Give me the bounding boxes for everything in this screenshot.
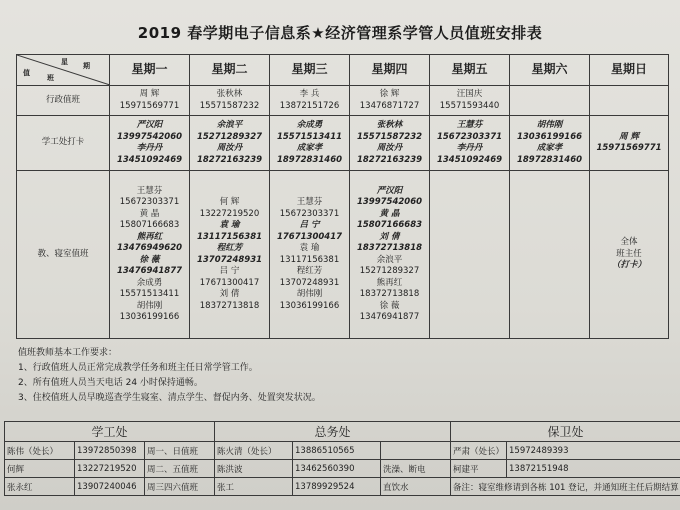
day-header-wed: 星期三 [270,55,350,86]
duty-line: 李 兵 [299,89,320,99]
duty-line: 18972831460 [276,154,343,165]
duty-line: 胡伟刚 [296,289,323,299]
duty-line: 15571587232 [356,131,423,142]
duty-line: 余浪平 [376,254,403,265]
duty-cell [510,86,590,116]
duty-line: 13476949620 [116,243,183,253]
duty-line: 周 辉 [139,89,160,99]
contact-cell: 陈洪波 [215,460,293,478]
duty-line: 李丹丹 [136,143,163,153]
duty-line: 17671300417 [276,231,343,242]
duty-line: 全体 [620,237,638,248]
duty-line: 17671300417 [199,277,260,288]
dept-header-xuegong: 学工处 [5,422,215,442]
duty-cell [430,116,510,171]
duty-line: 黄 晶 [139,208,160,219]
duty-line: 13707248931 [196,254,263,265]
day-header-tue: 星期二 [190,55,270,86]
duty-cell [350,86,430,116]
contact-cell: 周一、日值班 [145,442,215,460]
duty-line: 王慧芬 [296,197,323,207]
duty-line: 王慧芬 [136,185,163,196]
contact-cell: 直饮水 [381,478,451,496]
contact-cell: 13972850398 [75,442,145,460]
duty-line: 周汝丹 [216,143,243,153]
duty-line: 汪国庆 [456,89,483,99]
duty-line: 刘 倩 [219,289,240,299]
duty-line: 周 辉 [619,131,639,142]
duty-line: 袁 瑜 [299,243,320,253]
duty-line: 严汉阳 [136,120,163,130]
day-header-fri: 星期五 [430,55,510,86]
contact-cell: 柯建平 [451,460,507,478]
duty-line: 18272163239 [196,154,263,165]
duty-line: 徐 辉 [379,89,400,99]
contact-cell: 洗澡、断电 [381,460,451,478]
duty-line: 15672303371 [436,131,503,142]
day-header-thu: 星期四 [350,55,430,86]
contact-cell: 15972489393 [507,442,680,460]
duty-line: 15807166683 [356,220,423,230]
contact-cell: 13872151948 [507,460,680,478]
duty-line: 张秋林 [216,89,243,99]
duty-cell [510,116,590,171]
duty-line: 15571513411 [276,131,343,142]
duty-line: 吕 宁 [219,266,240,276]
duty-line: 严汉阳 [376,185,403,196]
row-admin-duty [17,86,669,116]
duty-line: 13117156381 [279,254,340,265]
duty-line: 13707248931 [279,277,340,288]
contact-cell: 张工 [215,478,293,496]
row-classroom-dorm-duty [17,171,669,339]
duty-line: 13997542060 [116,131,183,142]
note-item: 3、住校值班人员早晚巡查学生寝室、清点学生、督促内务、处置突发状况。 [18,393,321,403]
duty-cell [190,116,270,171]
contact-cell: 张永红 [5,478,75,496]
duty-line: 15971569771 [119,100,180,111]
contact-cell: 何辉 [5,460,75,478]
duty-cell [110,171,190,339]
contact-row [5,460,680,478]
duty-line: 成家孝 [296,143,323,153]
duty-line: 13227219520 [199,208,260,219]
duty-line: 15271289327 [359,266,420,276]
contact-cell-note: 备注：寝室维修请到各栋 101 登记，并通知班主任后期结算 [451,478,680,496]
contact-row [5,442,680,460]
day-header-sun: 星期日 [590,55,669,86]
contact-cell: 严肃（处长） [451,442,507,460]
duty-line: 15971569771 [596,143,662,153]
duty-line: 黄 晶 [379,208,400,219]
duty-line: 15672303371 [119,197,180,207]
work-requirements [18,346,321,406]
contact-cell: 周二、五值班 [145,460,215,478]
duty-cell [190,171,270,339]
duty-cell [430,171,510,339]
duty-cell [110,86,190,116]
duty-line: 王慧芬 [456,120,483,130]
duty-line: 13117156381 [196,231,263,242]
note-item: 2、所有值班人员当天电话 24 小时保持通畅。 [18,378,203,388]
duty-line: 18372713818 [199,300,260,311]
contact-cell: 13789929524 [293,478,381,496]
duty-line: 李丹丹 [456,143,483,153]
duty-line: 18372713818 [356,243,423,253]
department-contacts-table [4,421,680,496]
duty-line: 13997542060 [356,197,423,207]
duty-line: （打卡） [611,260,646,271]
duty-line: 13451092469 [436,154,503,165]
row-punch-duty [17,116,669,171]
day-header-sat: 星期六 [510,55,590,86]
duty-cell [110,116,190,171]
duty-line: 13451092469 [116,154,183,165]
duty-line: 周汝丹 [376,143,403,153]
contact-cell: 周三四六值班 [145,478,215,496]
duty-line: 18272163239 [356,154,423,165]
corner-cell [17,55,110,86]
duty-line: 13036199166 [279,300,340,311]
duty-line: 15571593440 [439,100,500,111]
duty-cell [350,171,430,339]
duty-line: 13476941877 [116,266,183,276]
duty-line: 熊再红 [136,231,163,242]
duty-schedule-table [16,54,669,339]
duty-line: 程红芳 [296,266,323,276]
contact-cell: 13227219520 [75,460,145,478]
duty-cell [590,116,669,171]
duty-line: 余浪平 [216,120,243,130]
duty-line: 余成勇 [296,120,323,130]
duty-line: 15807166683 [119,220,180,230]
duty-line: 吕 宁 [299,220,320,230]
corner-label-qi: 期 [83,62,90,70]
duty-line: 程红芳 [216,243,243,253]
duty-cell [510,171,590,339]
duty-line: 徐 薇 [379,300,400,311]
contact-row [5,478,680,496]
corner-label-zhi: 值 [23,69,30,77]
duty-line: 胡伟刚 [536,120,563,130]
duty-line: 余成勇 [136,277,163,288]
contact-cell [381,442,451,460]
duty-cell [270,171,350,339]
duty-line: 袁 瑜 [219,220,240,230]
row-label: 行政值班 [17,86,110,116]
dept-header-baowei: 保卫处 [451,422,680,442]
duty-line: 13036199166 [119,312,180,322]
duty-line: 15672303371 [279,208,340,219]
duty-line: 胡伟刚 [136,300,163,311]
corner-label-ban: 班 [47,74,54,82]
duty-cell [350,116,430,171]
duty-line: 何 辉 [219,197,240,207]
duty-cell [270,86,350,116]
duty-cell [190,86,270,116]
duty-line: 班主任 [616,248,642,259]
duty-line: 成家孝 [536,143,563,153]
duty-line: 13476941877 [359,312,420,322]
document-title: 2019 春学期电子信息系★经济管理系学管人员值班安排表 [137,24,543,42]
header-row [17,55,669,86]
duty-cell [430,86,510,116]
row-label: 教、寝室值班 [17,171,110,339]
duty-line: 13036199166 [516,131,583,142]
duty-line: 18372713818 [359,289,420,299]
contact-cell: 13886510565 [293,442,381,460]
duty-line: 15271289327 [196,131,263,142]
duty-line: 刘 倩 [379,231,400,242]
dept-header-zongwu: 总务处 [215,422,451,442]
duty-line: 13476871727 [359,100,420,111]
notes-heading: 值班教师基本工作要求： [18,348,118,358]
note-item: 1、行政值班人员正常完成教学任务和班主任日常学管工作。 [18,363,258,373]
duty-cell [590,86,669,116]
duty-line: 熊再红 [376,277,403,288]
day-header-mon: 星期一 [110,55,190,86]
duty-line: 15571587232 [199,100,260,111]
duty-line: 徐 薇 [139,254,160,265]
contact-cell: 陈火清（处长） [215,442,293,460]
contact-cell: 陈伟（处长） [5,442,75,460]
row-label: 学工处打卡 [17,116,110,171]
duty-cell [590,171,669,339]
duty-cell [270,116,350,171]
corner-label-star: 星 [61,58,68,66]
duty-line: 13872151726 [279,100,340,111]
duty-line: 15571513411 [119,289,180,299]
contact-cell: 13462560390 [293,460,381,478]
duty-line: 张秋林 [376,120,403,130]
duty-line: 18972831460 [516,154,583,165]
contact-cell: 13907240046 [75,478,145,496]
